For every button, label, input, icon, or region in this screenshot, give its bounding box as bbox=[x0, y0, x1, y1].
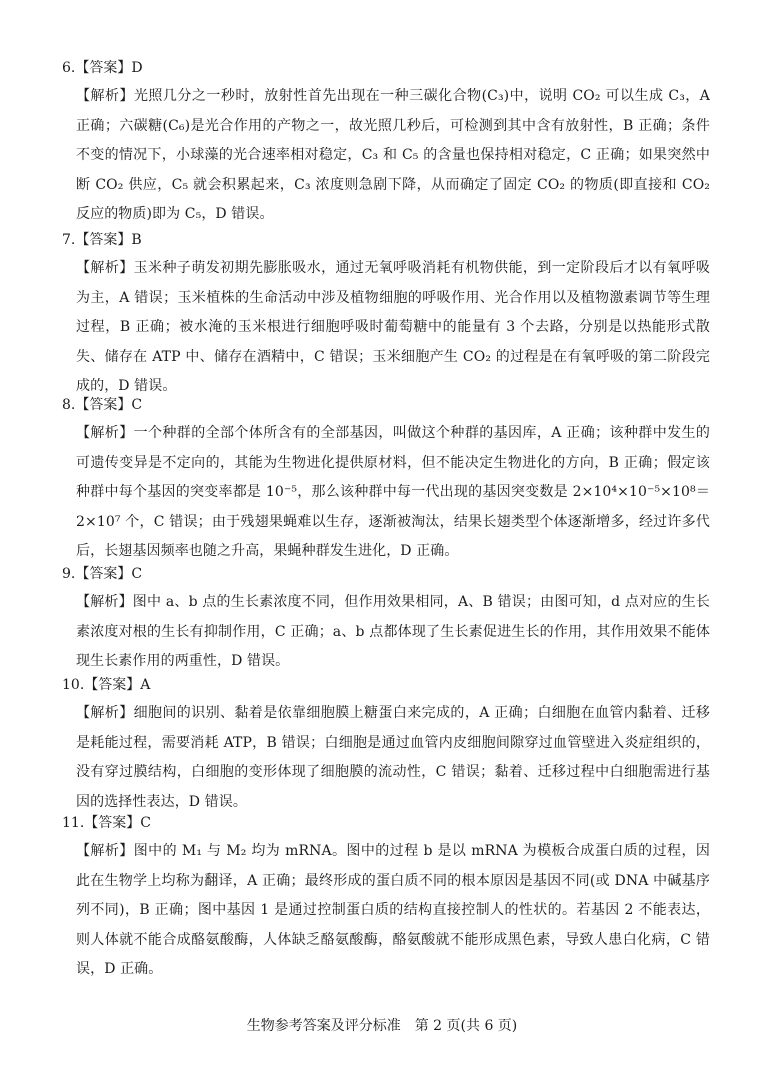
analysis-text: 【解析】一个种群的全部个体所含有的全部基因，叫做这个种群的基因库，A 正确；该种群中发生的可遗传变异是不定向的，其能为生物进化提供原材料，但不能决定生物进化的方向，B 正确；假定该种群中每个基因的突变率都是 10⁻⁵，那么该种群中每一代出现的基因突变数是 2×10⁴×10⁻⁵×10⁸＝2×10⁷ 个，C 错误；由于残翅果蝇难以生存，逐渐被淘汰，结果长翅类型个体逐渐增多，经过许多代后，长翅基因频率也随之升高，果蝇种群发生进化，D 正确。 bbox=[76, 425, 710, 560]
answer-line: 6.【答案】D bbox=[62, 60, 143, 76]
analysis-text: 【解析】玉米种子萌发初期先膨胀吸水，通过无氧呼吸消耗有机物供能，到一定阶段后才以有氧呼吸为主，A 错误；玉米植株的生命活动中涉及植物细胞的呼吸作用、光合作用以及植物激素调节等生理过程，B 正确；被水淹的玉米根进行细胞呼吸时葡萄糖中的能量有 3 个去路，分别是以热能形式散失、储存在 ATP 中、储存在酒精中，C 错误；玉米细胞产生 CO₂ 的过程是在有氧呼吸的第二阶段完成的，D 错误。 bbox=[76, 260, 710, 395]
page-footer: 生物参考答案及评分标准 第 2 页(共 6 页) bbox=[246, 1018, 518, 1034]
answer-line: 11.【答案】C bbox=[62, 815, 151, 831]
answer-line: 7.【答案】B bbox=[62, 232, 142, 248]
analysis-text: 【解析】图中的 M₁ 与 M₂ 均为 mRNA。图中的过程 b 是以 mRNA 为模板合成蛋白质的过程，因此在生物学上均称为翻译，A 正确；最终形成的蛋白质不同的根本原因是基因不同(或 DNA 中碱基序列不同)，B 正确；图中基因 1 是通过控制蛋白质的结构直接控制人的性状的。若基因 2 不能表达，则人体就不能合成酪氨酸酶，人体缺乏酪氨酸酶，酪氨酸就不能形成黑色素，导致人患白化病，C 错误，D 正确。 bbox=[76, 843, 710, 978]
analysis-text: 【解析】图中 a、b 点的生长素浓度不同，但作用效果相同，A、B 错误；由图可知，d 点对应的生长素浓度对根的生长有抑制作用，C 正确；a、b 点都体现了生长素促进生长的作用，其作用效果不能体现生长素作用的两重性，D 错误。 bbox=[76, 594, 710, 670]
answer-line: 9.【答案】C bbox=[62, 566, 143, 582]
answer-line: 10.【答案】A bbox=[62, 677, 151, 693]
answer-line: 8.【答案】C bbox=[62, 397, 143, 413]
analysis-text: 【解析】细胞间的识别、黏着是依靠细胞膜上糖蛋白来完成的，A 正确；白细胞在血管内黏着、迁移是耗能过程，需要消耗 ATP，B 错误；白细胞是通过血管内皮细胞间隙穿过血管壁进入炎症组织的，没有穿过膜结构，白细胞的变形体现了细胞膜的流动性，C 错误；黏着、迁移过程中白细胞需进行基因的选择性表达，D 错误。 bbox=[76, 705, 710, 810]
analysis-text: 【解析】光照几分之一秒时，放射性首先出现在一种三碳化合物(C₃)中，说明 CO₂ 可以生成 C₃，A 正确；六碳糖(C₆)是光合作用的产物之一，故光照几秒后，可检测到其中含有放射性，B 正确；条件不变的情况下，小球藻的光合速率相对稳定，C₃ 和 C₅ 的含量也保持相对稳定，C 正确；如果突然中断 CO₂ 供应，C₅ 就会积累起来，C₃ 浓度则急剧下降，从而确定了固定 CO₂ 的物质(即直接和 CO₂ 反应的物质)即为 C₅，D 错误。 bbox=[76, 88, 710, 223]
